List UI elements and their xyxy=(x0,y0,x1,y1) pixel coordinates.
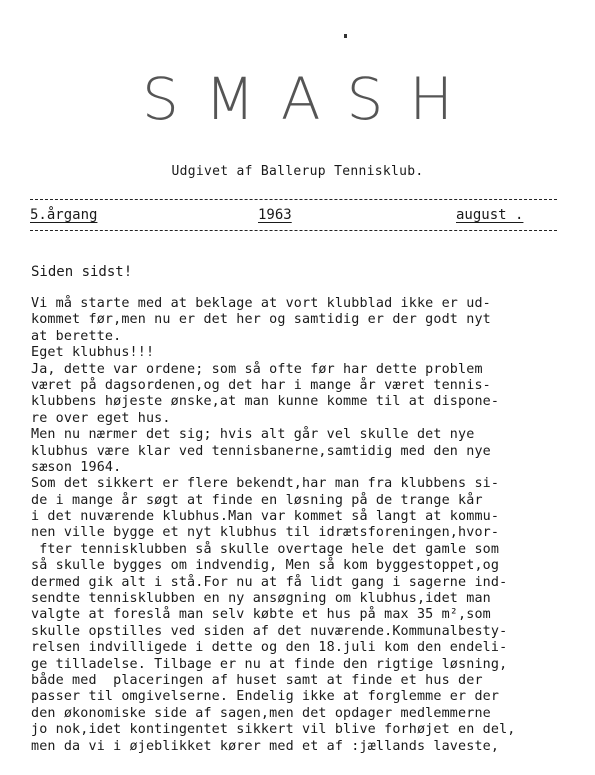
body-line: sendte tennisklubben en ny ansøgning om klubhus,idet man xyxy=(31,591,491,607)
masthead-title: SMASH xyxy=(142,65,479,133)
top-dashed-rule xyxy=(30,199,557,200)
body-line: passer til omgivelserne. Endelig ikke at forglemme er der xyxy=(31,689,500,705)
body-line: Vi må starte med at beklage at vort klubblad ikke er ud- xyxy=(31,296,491,311)
body-line: kommet før,men nu er det her og samtidig er der godt nyt xyxy=(31,312,491,328)
body-line: Som det sikkert er flere bekendt,har man fra klubbens si- xyxy=(31,476,500,492)
bottom-dashed-rule xyxy=(30,230,557,231)
volume-label: 5.årgang xyxy=(30,207,98,223)
body-line: valgte at foreslå man selv købte et hus på max 35 m²,som xyxy=(31,607,491,623)
body-line: dermed gik alt i stå.For nu at få lidt gang i sagerne ind- xyxy=(31,574,508,590)
body-line: jo nok,idet kontingentet sikkert vil blive forhøjet en del, xyxy=(31,722,516,738)
section-heading: Siden sidst! xyxy=(31,264,133,280)
body-line: men da vi i øjeblikket kører med et af :jællands laveste, xyxy=(31,738,500,754)
body-line: klubhus være klar ved tennisbanerne,samtidig med den nye xyxy=(31,443,491,459)
article-body xyxy=(31,296,571,755)
publisher-line: Udgivet af Ballerup Tennisklub. xyxy=(171,164,424,179)
body-line: sæson 1964. xyxy=(31,459,122,475)
body-line: at berette. xyxy=(31,328,122,344)
issue-info-line xyxy=(30,207,560,227)
body-line: den økonomiske side af sagen,men det opdager medlemmerne xyxy=(31,705,491,721)
body-line: Men nu nærmer det sig; hvis alt går vel skulle det nye xyxy=(31,427,475,443)
ink-speck xyxy=(344,34,347,38)
body-line: ge tilladelse. Tilbage er nu at finde den rigtige løsning, xyxy=(31,656,508,672)
body-line: så skulle bygges om indvendig, Men så kom byggestoppet,og xyxy=(31,558,500,574)
body-line: både med placeringen af huset samt at finde et hus der xyxy=(31,672,483,688)
body-line: relsen indvilligede i dette og den 18.juli kom den endeli- xyxy=(31,640,508,656)
body-line: nen ville bygge et nyt klubhus til idrætsforeningen,hvor- xyxy=(31,525,500,541)
month-label: august . xyxy=(456,207,524,223)
body-line: klubbens højeste ønske,at man kunne komme til at dispone- xyxy=(31,394,500,410)
year-label: 1963 xyxy=(258,207,292,223)
body-line: fter tennisklubben så skulle overtage hele det gamle som xyxy=(31,541,500,557)
body-line: Eget klubhus!!! xyxy=(31,345,155,361)
body-line: de i mange år søgt at finde en løsning på de trange kår xyxy=(31,492,483,508)
body-line: re over eget hus. xyxy=(31,410,171,426)
body-line: Ja, dette var ordene; som så ofte før har dette problem xyxy=(31,361,483,377)
body-line: i det nuværende klubhus.Man var kommet så langt at kommu- xyxy=(31,509,500,525)
body-line: været på dagsordenen,og det har i mange år været tennis- xyxy=(31,377,491,393)
body-line: skulle opstilles ved siden af det nuværende.Kommunalbesty- xyxy=(31,623,508,639)
